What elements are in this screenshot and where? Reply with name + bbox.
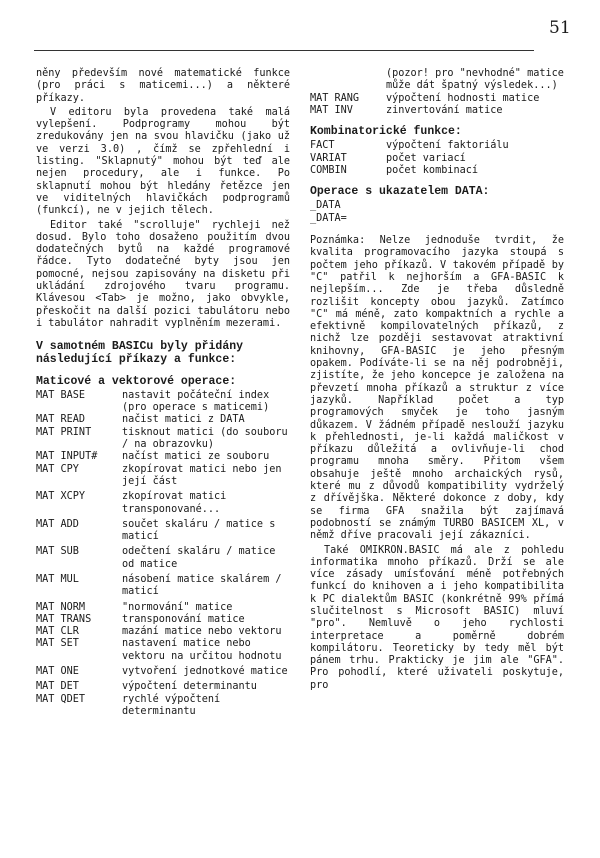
command-name: MAT SUB	[36, 546, 79, 558]
right-column	[310, 68, 564, 694]
command-row	[36, 626, 290, 638]
command-description: zkopírovat matici nebo jen její část	[122, 463, 282, 487]
command-row	[36, 491, 290, 516]
editor-paragraph: V editoru byla provedena také malá vylepšení. Podprogramy mohou být zredukovány jen na svou hlavičku (jako už ve verzi 3.0) , čímž se zpřehlední i listing. "Sklapnutý" mohou být teď ale nejen procedury, ale i funkce. Po sklapnutí mohou být hledány řetězce jen ve viditelných hlavičkách podprogramů (funkcí), ne v jejich tělech.	[36, 106, 290, 217]
command-row	[36, 464, 290, 489]
command-name: MAT MUL	[36, 574, 79, 585]
command-row	[36, 427, 290, 452]
command-name: MAT CPY	[36, 463, 79, 475]
command-name: MAT CLR	[36, 626, 79, 638]
command-name: MAT ONE	[36, 666, 79, 678]
command-description: vytvoření jednotkové matice	[122, 666, 288, 678]
command-name: MAT BASE	[36, 389, 86, 401]
command-row	[36, 638, 290, 663]
rank-command-list	[310, 93, 564, 118]
command-description: mazání matice nebo vektoru	[122, 626, 282, 638]
command-row	[310, 165, 564, 177]
command-row	[310, 93, 564, 105]
command-row	[36, 390, 290, 415]
command-row	[36, 451, 290, 463]
command-description: počet kombinací	[386, 164, 479, 176]
command-description: nastavení matice nebo vektoru na určitou hodnotu	[122, 638, 282, 662]
command-description: zkopírovat matici transponované...	[122, 491, 227, 515]
command-row	[36, 546, 290, 571]
command-row	[310, 153, 564, 165]
command-description: výpočtení hodnosti matice	[386, 92, 540, 104]
left-column	[36, 68, 290, 718]
command-name: MAT RANG	[310, 92, 360, 104]
command-description: rychlé výpočtení determinantu	[122, 693, 221, 717]
command-description: výpočtení determinantu	[122, 681, 257, 693]
command-name: MAT DET	[36, 681, 79, 693]
command-name: MAT QDET	[36, 693, 86, 705]
command-continuation: (pozor! pro "nevhodné" matice může dát špatný výsledek...)	[386, 68, 564, 92]
data-command: _DATA	[310, 200, 341, 212]
command-description: načist matici z DATA	[122, 414, 245, 426]
command-row	[36, 666, 290, 678]
command-name: MAT XCPY	[36, 491, 86, 503]
command-name: MAT ADD	[36, 518, 79, 530]
command-description: načíst matici ze souboru	[122, 451, 270, 463]
data-pointer-heading: Operace s ukazatelem DATA:	[310, 185, 490, 199]
command-name: MAT INV	[310, 104, 353, 116]
command-row	[36, 519, 290, 544]
command-description: "normování" matice	[122, 601, 233, 613]
command-name: FACT	[310, 140, 335, 152]
page-number: 51	[549, 18, 571, 38]
command-name: COMBIN	[310, 164, 347, 176]
command-description: odečtení skaláru / matice od matice	[122, 546, 276, 570]
command-row	[36, 681, 290, 693]
command-row	[36, 694, 290, 719]
command-name: MAT INPUT#	[36, 451, 98, 463]
command-name: VARIAT	[310, 152, 347, 164]
command-name: MAT PRINT	[36, 426, 92, 438]
command-row	[36, 574, 290, 599]
command-description: násobení matice skalárem / maticí	[122, 574, 282, 598]
note-paragraph: Poznámka: Nelze jednoduše tvrdit, že kvalita programovacího jazyka stoupá s počtem jeho příkazů. V takovém případě by "C" patřil k nejhorším a GFA-BASIC k nejlepším... Zde je třeba důsledně rozlišit koncepty obou jazyků. Zatímco "C" má méně, zato kompaktních a rychle a efektivně kompilovatelných příkazů, z nichž lze později sestavovat atraktivní knihovny, GFA-BASIC je jeho přesným opakem. Podíváte-li se na něj podrobněji, zjistíte, že jeho koncepce je založena na převzetí mnoha příkazů a struktur z více jazyků. Například počet a typ programových smyček je toho jasným důkazem. V žádném případě neslouží jazyku k přehlednosti, je-li každá maličkost v příkazu důležitá a ovlivňuje-li chod programu mnoha směry. Přitom všem obsahuje ještě mnoho archaických rysů, které mu z důvodů kompatibility vydrželý z dřívějška. Některé dokonce z doby, kdy se firma GFA snažila být zajímavá podobností se známým TURBO BASICEM XL, v němž dříve pracovali její zákazníci.	[310, 235, 564, 542]
matrix-command-list	[36, 390, 290, 718]
basic-additions-heading: V samotném BASICu byly přidány následující příkazy a funkce:	[36, 340, 244, 367]
command-description: nastavit počáteční index (pro operace s maticemi)	[122, 389, 270, 414]
command-description: transponování matice	[122, 613, 245, 625]
command-name: MAT TRANS	[36, 613, 92, 625]
command-row	[36, 614, 290, 626]
command-description: tisknout matici (do souboru / na obrazovku)	[122, 426, 288, 451]
omikron-paragraph: Také OMIKRON.BASIC má ale z pohledu informatika mnoho příkazů. Drží se ale více zásady umísťování méně potřebných funkcí do knihoven a i jeho kompatibilita k PC dialektům BASIC (konkrétně 99% přímá slučitelnost s Microsoft BASIC) mluví "pro". Nemluvě o jeho rychlosti interpretace a poměrně dobrém kompilátoru. Teoreticky by tedy měl být pánem trhu. Prakticky je jim ale "GFA". Pro pohodlí, které uživateli poskytuje, pro	[310, 544, 564, 691]
command-description: výpočtení faktoriálu	[386, 140, 509, 152]
matrix-operations-heading: Maticové a vektorové operace:	[36, 374, 237, 388]
command-row	[310, 105, 564, 117]
command-row	[36, 414, 290, 426]
command-description: součet skaláru / matice s maticí	[122, 518, 276, 543]
data-assign-command: _DATA=	[310, 212, 347, 224]
command-row	[36, 602, 290, 614]
command-description: počet variací	[386, 152, 466, 164]
command-row	[310, 140, 564, 152]
combinatorics-heading: Kombinatorické funkce:	[310, 125, 462, 139]
command-name: MAT NORM	[36, 601, 86, 613]
combinatorics-command-list	[310, 140, 564, 177]
intro-paragraph: něny především nové matematické funkce (pro práci s maticemi...) a některé příkazy.	[36, 68, 290, 104]
header-rule	[34, 50, 534, 51]
command-name: MAT SET	[36, 638, 79, 650]
scroll-paragraph: Editor také "scrolluje" rychleji než dosud. Bylo toho dosaženo použitím dvou dodatečných bytů na každé programové řádce. Tyto dodatečné byty jsou jen pomocné, nejsou zapisovány na disketu při ukládání zdrojového tvaru programu. Klávesou <Tab> je možno, jako obvykle, přeskočit na další pozici tabulátoru nebo i tabulátor nahradit vyplněním mezerami.	[36, 219, 290, 329]
command-name: MAT READ	[36, 414, 86, 426]
command-description: zinvertování matice	[386, 104, 503, 116]
